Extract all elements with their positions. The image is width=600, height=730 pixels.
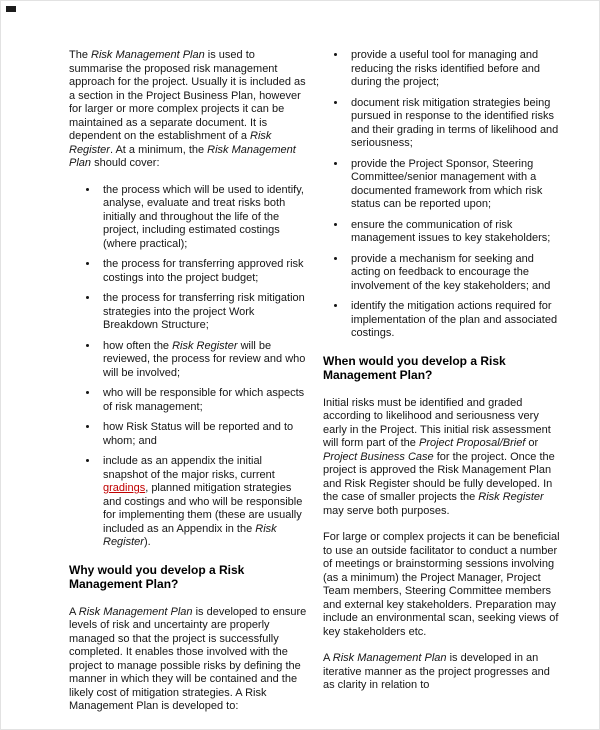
- text-run: provide the Project Sponsor, Steering Committee/senior management with a documented framework from which risk status can be reported upon;: [351, 157, 543, 210]
- text-run: is used to summarise the proposed risk management approach for the project. Usually it is included as a section in the Project Business Plan, however for larger or more complex projects it can be maintained as a separate document. It is dependent on the establishment of a: [69, 49, 306, 142]
- when-paragraph-1: [323, 397, 561, 519]
- text-run: Risk Management Plan: [332, 652, 447, 664]
- bullet-item: [99, 387, 307, 414]
- text-run: Risk Register: [172, 339, 238, 352]
- text-run: is developed to ensure levels of risk and uncertainty are properly managed so that the project is successfully completed. It enables those involved with the project to manage possible risks by defining the manner in which they will be contained and the likely cost of mitigation strategies. A Risk Management Plan is developed to:: [69, 605, 307, 712]
- flagged-word: gradings: [103, 482, 146, 494]
- text-run: provide a mechanism for seeking and acting on feedback to encourage the involvement of the key stakeholders; and: [351, 252, 551, 292]
- text-run: may serve both purposes.: [323, 504, 450, 517]
- text-run: The: [69, 49, 92, 61]
- two-column-layout: [1, 1, 599, 727]
- bullet-item: [347, 97, 561, 151]
- text-run: how often the: [103, 339, 173, 352]
- text-run: Initial risks must be identified and graded according to likelihood and seriousness very early in the Project. This initial risk assessment will form part of the: [323, 396, 551, 449]
- right-column: [323, 49, 561, 727]
- text-run: Risk Management Plan: [91, 49, 205, 61]
- bullet-item: [99, 340, 307, 381]
- text-run: the process for transferring approved risk costings into the project budget;: [103, 258, 304, 284]
- text-run: For large or complex projects it can be beneficial to use an outside facilitator to conduct a number of meetings or brainstorming sessions involving (as a minimum) the Project Manager, Project Team members, Steering Committee members and external key stakeholders. Preparation may include an environmental scan, seeking views of key stakeholders etc.: [323, 531, 560, 638]
- right-bullet-list: [323, 49, 561, 341]
- text-run: include as an appendix the initial snapshot of the major risks, current: [103, 455, 275, 481]
- text-run: A: [69, 605, 79, 618]
- bullet-item: [347, 49, 561, 90]
- intro-paragraph: [69, 49, 307, 171]
- bullet-item: [99, 258, 307, 285]
- bullet-item: [347, 219, 561, 246]
- left-bullet-list: [69, 184, 307, 550]
- text-run: Risk Register: [103, 522, 277, 548]
- text-run: document risk mitigation strategies being pursued in response to the identified risks and their grading in terms of likelihood and seriousness;: [351, 96, 559, 149]
- text-run: , planned mitigation strategies and costings and who will be responsible for implementing them (these are usually included as an Appendix in the: [103, 482, 303, 535]
- when-paragraph-3: [323, 652, 561, 693]
- text-run: ensure the communication of risk management issues to key stakeholders;: [351, 218, 551, 244]
- text-run: provide a useful tool for managing and reducing the risks identified before and during the project;: [351, 49, 540, 88]
- text-run: how Risk Status will be reported and to whom; and: [103, 421, 294, 447]
- text-run: for the project. Once the project is approved the Risk Management Plan and Risk Register should be fully developed. In the case of smaller projects the: [323, 450, 555, 503]
- text-run: identify the mitigation actions required for implementation of the plan and associated costings.: [351, 300, 558, 339]
- text-run: will be reviewed, the process for review and who will be involved;: [103, 339, 306, 379]
- text-run: Risk Management Plan: [78, 605, 193, 618]
- section-heading-why: Why would you develop a Risk Management Plan?: [69, 562, 245, 591]
- text-run: who will be responsible for which aspects of risk management;: [103, 387, 305, 413]
- bullet-item: [347, 300, 561, 341]
- text-run: the process which will be used to identify, analyse, evaluate and treat risks both initially and throughout the life of the project, including estimated costings (where practical);: [103, 183, 304, 250]
- bullet-item: [99, 421, 307, 448]
- text-run: or: [525, 437, 539, 449]
- bullet-item: [347, 158, 561, 212]
- text-run: ).: [143, 536, 151, 548]
- bullet-item: [347, 253, 561, 294]
- text-run: . At a minimum, the: [109, 143, 208, 156]
- why-paragraph: [69, 606, 307, 714]
- text-run: the process for transferring risk mitigation strategies into the project Work Breakdown Structure;: [103, 292, 305, 331]
- bullet-item: [99, 184, 307, 252]
- page-corner-mark: [6, 6, 16, 12]
- text-run: Project Business Case: [323, 450, 434, 463]
- text-run: Risk Register: [478, 491, 544, 503]
- bullet-item: [99, 292, 307, 333]
- when-paragraph-2: [323, 531, 561, 639]
- text-run: A: [323, 652, 333, 664]
- left-column: [69, 49, 307, 727]
- section-heading-when: When would you develop a Risk Management Plan?: [323, 353, 506, 382]
- text-run: Project Proposal/Brief: [418, 437, 526, 449]
- bullet-item: [99, 455, 307, 550]
- text-run: should cover:: [91, 157, 160, 169]
- text-run: is developed in an iterative manner as the project progresses and as clarity in relation to: [323, 652, 550, 691]
- text-run: Risk Register: [69, 130, 272, 156]
- text-run: Risk Management Plan: [69, 143, 296, 169]
